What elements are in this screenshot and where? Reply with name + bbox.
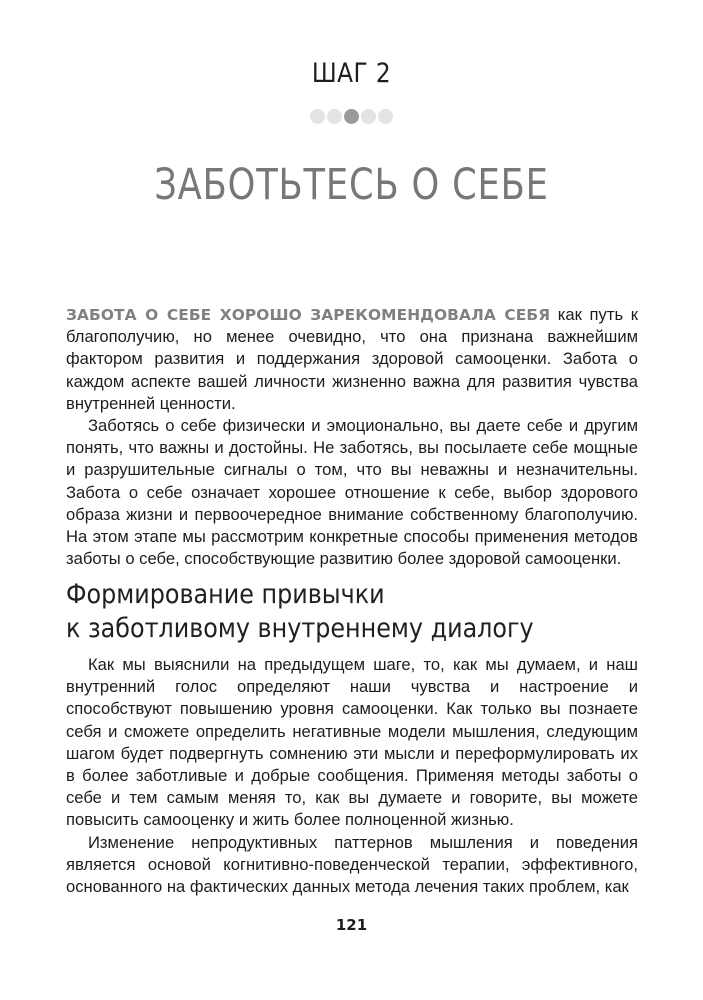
step-label: ШАГ 2 (311, 58, 392, 89)
intro-paragraph-1-text: как путь к благополучию, но менее очевидно, что она признана важнейшим фактором развития и поддержания здоровой самооценки. Забота о каждом аспекте вашей личности жизненно важна для развития чувства внутренней ценности. (66, 305, 638, 413)
lead-in-caps: ЗАБОТА О СЕБЕ ХОРОШО ЗАРЕКОМЕНДОВАЛА СЕБЯ (66, 306, 551, 324)
section-heading-line-2: к заботливому внутреннему диалогу (66, 613, 534, 644)
section-paragraph-2: Изменение непродуктивных паттернов мышления и поведения является основой когнитивно-поведенческой терапии, эффективного, основанного на фактических данных метода лечения таких проблем, как (66, 832, 638, 897)
intro-paragraph-1 (66, 304, 638, 415)
page-number: 121 (335, 916, 368, 934)
intro-paragraph-2: Заботясь о себе физически и эмоционально, вы даете себе и другим понять, что важны и достойны. Не заботясь, вы посылаете себе мощные и разрушительные сигналы о том, что вы неважны и незначительны. Забота о себе означает хорошее отношение к себе, выбор здорового образа жизни и первоочередное внимание собственному благополучию. На этом этапе мы рассмотрим конкретные способы применения методов заботы о себе, способствующие развитию более здоровой самооценки. (66, 416, 638, 569)
progress-dot (378, 109, 393, 124)
chapter-title: ЗАБОТЬТЕСЬ О СЕБЕ (154, 160, 549, 210)
section-text (66, 654, 638, 898)
progress-dot (310, 109, 325, 124)
section-heading-line-1: Формирование привычки (66, 579, 385, 610)
section-heading (66, 578, 588, 646)
section-paragraph-1: Как мы выяснили на предыдущем шаге, то, как мы думаем, и наш внутренний голос определяют наши чувства и настроение и способствуют повышению уровня самооценки. Как только вы познаете себя и сможете определить негативные модели мышления, следующим шагом будет подвергнуть сомнению эти мысли и переформулировать их в более заботливые и добрые сообщения. Применяя методы заботы о себе и тем самым меняя то, как вы думаете и говорите, вы можете повысить самооценку и жить более полноценной жизнью. (66, 655, 638, 830)
progress-dot (344, 109, 359, 124)
progress-dot (361, 109, 376, 124)
step-progress-dots (0, 109, 703, 124)
progress-dot (327, 109, 342, 124)
intro-text (66, 304, 638, 570)
